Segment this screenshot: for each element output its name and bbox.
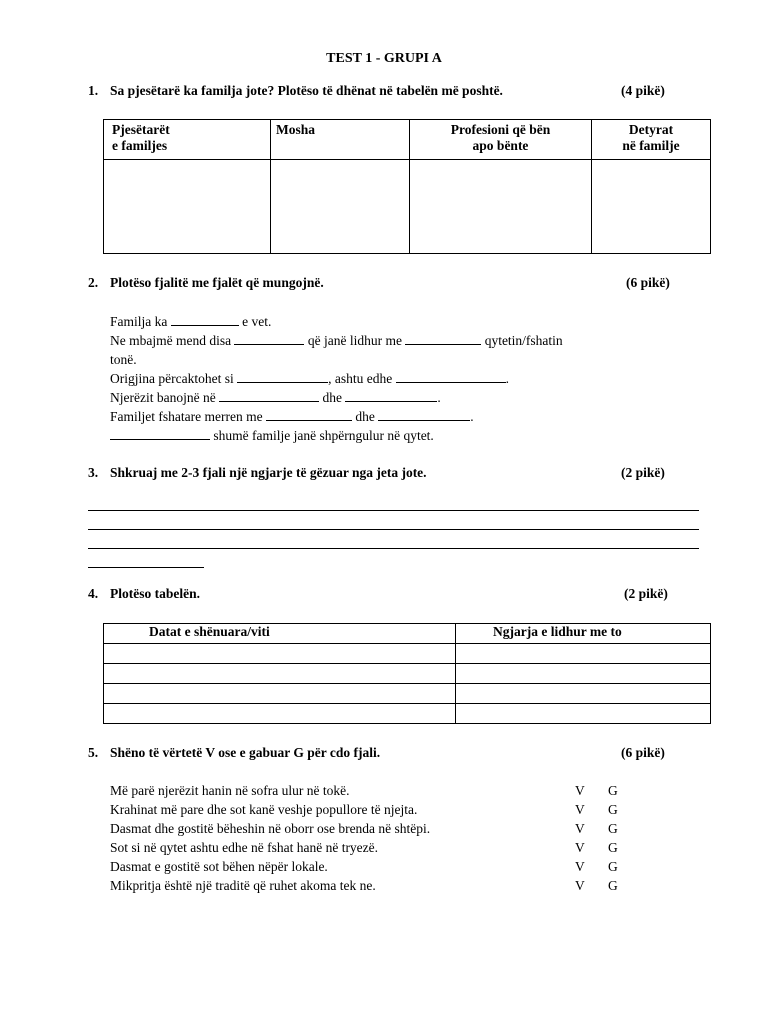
q5-number: 5. bbox=[88, 745, 99, 760]
sentence-text: qytetin/fshatin bbox=[484, 333, 563, 348]
answer-line[interactable] bbox=[88, 510, 699, 511]
q2-text: Plotëso fjalitë me fjalët që mungojnë. bbox=[110, 275, 324, 290]
sentence-text: shumë familje janë shpërngulur në qytet. bbox=[213, 428, 434, 443]
false-option[interactable]: G bbox=[608, 859, 618, 874]
q2-sentence-3 bbox=[110, 369, 509, 388]
q4-number: 4. bbox=[88, 586, 99, 601]
q2-number: 2. bbox=[88, 275, 99, 290]
true-option[interactable]: V bbox=[575, 840, 585, 855]
events-table-cell[interactable] bbox=[104, 644, 456, 664]
tf-statement: Sot si në qytet ashtu edhe në fshat hanë në tryezë. bbox=[110, 840, 379, 855]
answer-line[interactable] bbox=[88, 567, 204, 568]
sentence-text: Origjina përcaktohet si bbox=[110, 371, 234, 386]
false-option[interactable]: G bbox=[608, 840, 618, 855]
header-line: Profesioni që bën bbox=[450, 122, 551, 137]
sentence-text: , ashtu edhe bbox=[328, 371, 393, 386]
family-table-cell[interactable] bbox=[271, 160, 410, 254]
family-table bbox=[103, 119, 711, 254]
events-table-header-dates: Datat e shënuara/viti bbox=[104, 624, 456, 644]
sentence-text: Ne mbajmë mend disa bbox=[110, 333, 232, 348]
events-table-cell[interactable] bbox=[456, 704, 711, 724]
q4-text: Plotëso tabelën. bbox=[110, 586, 200, 601]
true-option[interactable]: V bbox=[575, 859, 585, 874]
q1-number: 1. bbox=[88, 83, 99, 98]
sentence-text: . bbox=[437, 390, 441, 405]
fill-blank[interactable] bbox=[405, 332, 481, 345]
q3-points: (2 pikë) bbox=[621, 465, 665, 480]
fill-blank[interactable] bbox=[171, 313, 239, 326]
q2-sentence-1 bbox=[110, 312, 271, 331]
page-title: TEST 1 - GRUPI A bbox=[326, 51, 442, 66]
answer-line[interactable] bbox=[88, 548, 699, 549]
tf-statement: Dasmat e gostitë sot bëhen nëpër lokale. bbox=[110, 859, 328, 874]
fill-blank[interactable] bbox=[266, 408, 352, 421]
events-table-cell[interactable] bbox=[104, 684, 456, 704]
family-table-cell[interactable] bbox=[104, 160, 271, 254]
family-table-header-duties bbox=[592, 120, 711, 160]
q5-points: (6 pikë) bbox=[621, 745, 665, 760]
false-option[interactable]: G bbox=[608, 821, 618, 836]
q2-sentence-2-cont bbox=[110, 350, 137, 369]
header-line: Pjesëtarët bbox=[112, 122, 170, 137]
sentence-text: dhe bbox=[322, 390, 342, 405]
sentence-text: Familjet fshatare merren me bbox=[110, 409, 263, 424]
q2-sentence-5 bbox=[110, 407, 474, 426]
q3-text: Shkruaj me 2-3 fjali një ngjarje të gëzuar nga jeta jote. bbox=[110, 465, 427, 480]
false-option[interactable]: G bbox=[608, 802, 618, 817]
header-line: Detyrat bbox=[628, 122, 674, 137]
events-table-cell[interactable] bbox=[104, 704, 456, 724]
sentence-text: . bbox=[470, 409, 474, 424]
true-option[interactable]: V bbox=[575, 878, 585, 893]
sentence-text: dhe bbox=[355, 409, 375, 424]
false-option[interactable]: G bbox=[608, 783, 618, 798]
fill-blank[interactable] bbox=[345, 389, 437, 402]
events-table bbox=[103, 623, 711, 724]
family-table-cell[interactable] bbox=[410, 160, 592, 254]
true-option[interactable]: V bbox=[575, 783, 585, 798]
events-table-cell[interactable] bbox=[456, 644, 711, 664]
q3-number: 3. bbox=[88, 465, 99, 480]
answer-line[interactable] bbox=[88, 529, 699, 530]
fill-blank[interactable] bbox=[237, 370, 328, 383]
q2-sentence-2 bbox=[110, 331, 563, 350]
fill-blank[interactable] bbox=[378, 408, 470, 421]
tf-statement: Më parë njerëzit hanin në sofra ulur në tokë. bbox=[110, 783, 350, 798]
q5-text: Shëno të vërtetë V ose e gabuar G për cdo fjali. bbox=[110, 745, 381, 760]
family-table-header-age bbox=[271, 120, 410, 160]
fill-blank[interactable] bbox=[110, 427, 210, 440]
header-line: në familje bbox=[622, 138, 680, 153]
tf-statement: Mikpritja është një traditë që ruhet akoma tek ne. bbox=[110, 878, 376, 893]
q2-sentence-6 bbox=[110, 426, 434, 445]
family-table-cell[interactable] bbox=[592, 160, 711, 254]
header-line: Mosha bbox=[276, 122, 316, 137]
sentence-text: tonë. bbox=[110, 352, 137, 367]
sentence-text: e vet. bbox=[242, 314, 272, 329]
events-table-cell[interactable] bbox=[456, 684, 711, 704]
q2-sentence-4 bbox=[110, 388, 441, 407]
header-line: e familjes bbox=[112, 138, 168, 153]
fill-blank[interactable] bbox=[234, 332, 304, 345]
q1-points: (4 pikë) bbox=[621, 83, 665, 98]
family-table-header-members bbox=[104, 120, 271, 160]
true-option[interactable]: V bbox=[575, 821, 585, 836]
q1-text: Sa pjesëtarë ka familja jote? Plotëso të dhënat në tabelën më poshtë. bbox=[110, 83, 503, 98]
header-line: apo bënte bbox=[472, 138, 529, 153]
true-option[interactable]: V bbox=[575, 802, 585, 817]
events-table-header-event: Ngjarja e lidhur me to bbox=[456, 624, 711, 644]
q4-points: (2 pikë) bbox=[624, 586, 668, 601]
events-table-cell[interactable] bbox=[456, 664, 711, 684]
sentence-text: . bbox=[505, 371, 509, 386]
fill-blank[interactable] bbox=[396, 370, 506, 383]
q2-points: (6 pikë) bbox=[626, 275, 670, 290]
family-table-header-profession bbox=[410, 120, 592, 160]
fill-blank[interactable] bbox=[219, 389, 319, 402]
sentence-text: Familja ka bbox=[110, 314, 168, 329]
sentence-text: Njerëzit banojnë në bbox=[110, 390, 216, 405]
tf-statement: Dasmat dhe gostitë bëheshin në oborr ose brenda në shtëpi. bbox=[110, 821, 431, 836]
events-table-cell[interactable] bbox=[104, 664, 456, 684]
tf-statement: Krahinat më pare dhe sot kanë veshje popullore të njejta. bbox=[110, 802, 418, 817]
false-option[interactable]: G bbox=[608, 878, 618, 893]
sentence-text: që janë lidhur me bbox=[307, 333, 402, 348]
